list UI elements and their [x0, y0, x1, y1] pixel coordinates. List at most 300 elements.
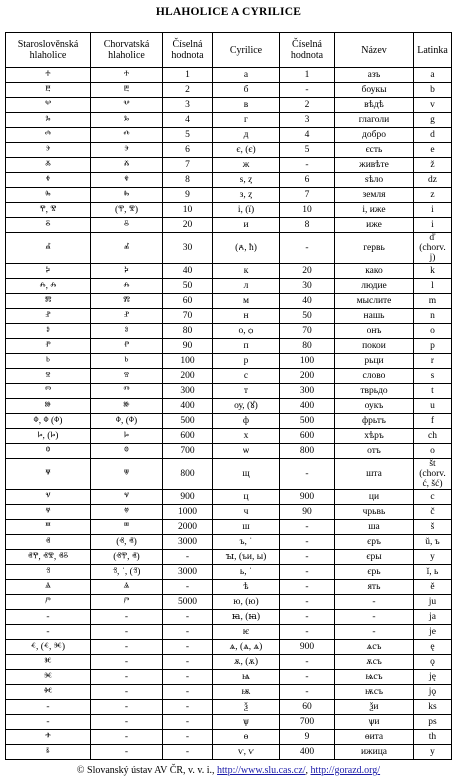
table-cell: 800 — [163, 459, 213, 490]
table-cell: (ⱏ, ⱏ) — [91, 535, 163, 550]
table-cell: оукъ — [335, 399, 414, 414]
table-cell: - — [335, 610, 414, 625]
table-cell: - — [280, 158, 335, 173]
table-cell: 300 — [280, 384, 335, 399]
table-cell: - — [280, 233, 335, 264]
table-cell: 5000 — [163, 595, 213, 610]
table-row — [6, 83, 452, 98]
table-cell: - — [280, 550, 335, 565]
table-cell: 8 — [163, 173, 213, 188]
table-cell: ⰵ — [6, 143, 91, 158]
table-cell: ⰸ — [6, 188, 91, 203]
table-cell: ⰾ, ⰾ — [6, 279, 91, 294]
table-cell: 1 — [280, 68, 335, 83]
table-cell: k — [414, 264, 452, 279]
table-cell: ⱌ — [6, 490, 91, 505]
table-cell: ш — [213, 520, 280, 535]
table-cell: з, ȥ — [213, 188, 280, 203]
table-cell: 300 — [163, 384, 213, 399]
table-cell: - — [280, 625, 335, 640]
table-cell: покои — [335, 339, 414, 354]
table-cell: ю, (ю) — [213, 595, 280, 610]
table-cell: - — [91, 715, 163, 730]
table-cell: ⱉ — [6, 444, 91, 459]
table-cell: ѧсъ — [335, 640, 414, 655]
table-cell: 8 — [280, 218, 335, 233]
table-cell: добро — [335, 128, 414, 143]
table-row — [6, 203, 452, 218]
table-cell: ⱘ — [6, 655, 91, 670]
table-row — [6, 399, 452, 414]
table-cell: - — [91, 730, 163, 745]
table-cell: п — [213, 339, 280, 354]
table-cell: ⱁ — [91, 324, 163, 339]
table-cell: - — [335, 625, 414, 640]
table-cell: 10 — [163, 203, 213, 218]
column-header: Číselná hodnota — [280, 33, 335, 68]
table-cell: 6 — [280, 173, 335, 188]
table-cell: чрьвь — [335, 505, 414, 520]
table-cell: ⱀ — [91, 309, 163, 324]
table-cell: ⱋ — [91, 459, 163, 490]
table-row — [6, 309, 452, 324]
table-cell: 70 — [280, 324, 335, 339]
table-cell: ⱎ — [91, 520, 163, 535]
table-cell: ⰷ — [6, 173, 91, 188]
table-cell: ⱓ — [91, 595, 163, 610]
table-row — [6, 113, 452, 128]
table-cell: ⰴ — [6, 128, 91, 143]
table-row — [6, 429, 452, 444]
table-cell: ꙑ, (ъи, ы) — [213, 550, 280, 565]
table-cell: ять — [335, 580, 414, 595]
table-cell: 3 — [163, 98, 213, 113]
table-cell: ⱃ — [91, 354, 163, 369]
table-row — [6, 625, 452, 640]
table-cell: - — [163, 655, 213, 670]
table-cell: ě — [414, 580, 452, 595]
table-cell: є, (є) — [213, 143, 280, 158]
table-cell: єрь — [335, 565, 414, 580]
table-cell: ижица — [335, 745, 414, 760]
table-cell: ⰳ — [91, 113, 163, 128]
table-cell: ę — [414, 640, 452, 655]
table-cell: 3 — [280, 113, 335, 128]
table-cell: - — [280, 565, 335, 580]
table-cell: ѕ, ȥ — [213, 173, 280, 188]
table-cell: г — [213, 113, 280, 128]
table-cell: 60 — [280, 700, 335, 715]
table-cell: 900 — [163, 490, 213, 505]
table-row — [6, 128, 452, 143]
table-cell: ⱎ — [6, 520, 91, 535]
table-cell: p — [414, 339, 452, 354]
table-cell: 30 — [163, 233, 213, 264]
column-header: Cyrilice — [213, 33, 280, 68]
table-cell: ⱐ, ˈ, (ⱐ) — [91, 565, 163, 580]
table-cell: ⱆ — [91, 399, 163, 414]
table-cell: ⰻ — [6, 218, 91, 233]
table-cell: - — [280, 535, 335, 550]
column-header: Název — [335, 33, 414, 68]
table-cell: 60 — [163, 294, 213, 309]
table-row — [6, 173, 452, 188]
table-cell: 5 — [163, 128, 213, 143]
table-cell: ѭ — [213, 685, 280, 700]
table-cell: ⱀ — [6, 309, 91, 324]
table-cell: 600 — [163, 429, 213, 444]
table-cell: нашь — [335, 309, 414, 324]
table-cell: ѕѣло — [335, 173, 414, 188]
table-cell: ⰰ — [6, 68, 91, 83]
table-cell: ⱂ — [6, 339, 91, 354]
table-cell: живѣте — [335, 158, 414, 173]
table-cell: 400 — [280, 745, 335, 760]
table-cell: ⱁ — [6, 324, 91, 339]
table-cell: 10 — [280, 203, 335, 218]
table-row — [6, 264, 452, 279]
table-cell: ѱ — [213, 715, 280, 730]
table-cell: 800 — [280, 444, 335, 459]
table-row — [6, 700, 452, 715]
table-cell: - — [91, 670, 163, 685]
table-row — [6, 490, 452, 505]
table-cell: - — [163, 715, 213, 730]
table-cell: - — [163, 685, 213, 700]
table-cell: єры — [335, 550, 414, 565]
table-row — [6, 715, 452, 730]
table-cell: 9 — [280, 730, 335, 745]
table-cell: - — [280, 580, 335, 595]
table-row — [6, 550, 452, 565]
table-cell: 700 — [163, 444, 213, 459]
table-cell: ѡ — [213, 444, 280, 459]
table-cell: т — [213, 384, 280, 399]
table-cell: єсть — [335, 143, 414, 158]
table-cell: - — [163, 670, 213, 685]
table-cell: гервь — [335, 233, 414, 264]
table-cell: ⱅ — [91, 384, 163, 399]
table-header-row — [6, 33, 452, 68]
table-cell: ⱏ — [6, 535, 91, 550]
table-cell: 20 — [163, 218, 213, 233]
table-cell: ⱑ — [6, 580, 91, 595]
table-cell: (ⰹ, ⰺ) — [91, 203, 163, 218]
table-cell: 400 — [163, 399, 213, 414]
table-cell: ⱆ — [6, 399, 91, 414]
table-cell: ѫ, (ѫ) — [213, 655, 280, 670]
table-cell: 3000 — [163, 535, 213, 550]
table-cell: v — [414, 98, 452, 113]
table-row — [6, 324, 452, 339]
table-cell: 70 — [163, 309, 213, 324]
table-cell: ⰷ — [91, 173, 163, 188]
table-cell: ⰲ — [6, 98, 91, 113]
table-row — [6, 279, 452, 294]
table-row — [6, 535, 452, 550]
table-cell: - — [163, 625, 213, 640]
table-cell: ъ, ˈ — [213, 535, 280, 550]
table-row — [6, 580, 452, 595]
table-cell: 9 — [163, 188, 213, 203]
table-cell: иже — [335, 218, 414, 233]
alphabet-table — [5, 32, 452, 760]
table-cell: ꙗ, (ꙗ) — [213, 610, 280, 625]
table-cell: - — [6, 715, 91, 730]
table-row — [6, 143, 452, 158]
table-cell: ѩ — [213, 670, 280, 685]
table-cell: g — [414, 113, 452, 128]
table-cell: отъ — [335, 444, 414, 459]
table-cell: ѥ — [213, 625, 280, 640]
table-cell: и — [213, 218, 280, 233]
table-row — [6, 520, 452, 535]
table-cell: д — [213, 128, 280, 143]
table-cell: - — [91, 625, 163, 640]
table-cell: 4 — [280, 128, 335, 143]
table-row — [6, 685, 452, 700]
table-cell: тврьдо — [335, 384, 414, 399]
table-cell: 80 — [280, 339, 335, 354]
table-cell: ж — [213, 158, 280, 173]
table-cell: - — [280, 459, 335, 490]
table-cell: ⱅ — [6, 384, 91, 399]
table-cell: jǫ — [414, 685, 452, 700]
table-cell: - — [91, 640, 163, 655]
table-cell: мыслите — [335, 294, 414, 309]
table-row — [6, 68, 452, 83]
table-row — [6, 158, 452, 173]
table-cell: i — [414, 203, 452, 218]
table-cell: ѳ — [213, 730, 280, 745]
table-cell: - — [163, 730, 213, 745]
table-cell: ⰹ, ⰺ — [6, 203, 91, 218]
table-cell: х — [213, 429, 280, 444]
table-cell: ⰲ — [91, 98, 163, 113]
column-header: Latinka — [414, 33, 452, 68]
table-cell: ⱚ — [6, 730, 91, 745]
table-cell: оу, (ꙋ) — [213, 399, 280, 414]
table-cell: 700 — [280, 715, 335, 730]
table-row — [6, 730, 452, 745]
table-cell: 40 — [163, 264, 213, 279]
table-cell: ję — [414, 670, 452, 685]
footer-separator: , — [305, 765, 311, 776]
column-header: Staroslověnská hlaholice — [6, 33, 91, 68]
table-cell: ž — [414, 158, 452, 173]
table-cell: ⰽ — [91, 264, 163, 279]
table-cell: онъ — [335, 324, 414, 339]
table-cell: ѭсъ — [335, 685, 414, 700]
table-cell: c — [414, 490, 452, 505]
table-cell: ша — [335, 520, 414, 535]
column-header: Číselná hodnota — [163, 33, 213, 68]
table-cell: ď (chorv. j) — [414, 233, 452, 264]
table-cell: 200 — [163, 369, 213, 384]
table-cell: z — [414, 188, 452, 203]
footer-text: © Slovanský ústav AV ČR, v. v. i., — [76, 765, 218, 776]
table-cell: 100 — [163, 354, 213, 369]
table-cell: ⱓ — [6, 595, 91, 610]
copyright-footer — [0, 765, 457, 776]
table-cell: ⱌ — [91, 490, 163, 505]
link-gorazd[interactable]: http://gorazd.org/ — [310, 765, 381, 776]
table-cell: с — [213, 369, 280, 384]
table-cell: і, (ї) — [213, 203, 280, 218]
table-cell: 2000 — [163, 520, 213, 535]
table-row — [6, 670, 452, 685]
table-cell: ци — [335, 490, 414, 505]
table-cell: - — [91, 685, 163, 700]
table-cell: 1 — [163, 68, 213, 83]
table-row — [6, 565, 452, 580]
table-row — [6, 444, 452, 459]
table-cell: 50 — [163, 279, 213, 294]
table-cell: - — [91, 610, 163, 625]
link-slu[interactable]: http://www.slu.cas.cz/ — [217, 765, 306, 776]
table-cell: ⱑ — [91, 580, 163, 595]
table-cell: ⰸ — [91, 188, 163, 203]
table-cell: ǫ — [414, 655, 452, 670]
table-cell: - — [163, 640, 213, 655]
table-cell: ѧ, (ѧ, ѧ) — [213, 640, 280, 655]
table-cell: людие — [335, 279, 414, 294]
table-cell: ⰶ — [6, 158, 91, 173]
table-cell: ⱐ — [6, 565, 91, 580]
table-cell: s — [414, 369, 452, 384]
table-cell: dz — [414, 173, 452, 188]
table-cell: ⰴ — [91, 128, 163, 143]
table-cell: - — [280, 685, 335, 700]
table-cell: - — [163, 580, 213, 595]
table-cell: в — [213, 98, 280, 113]
table-cell: ⱇ, (ⱇ) — [91, 414, 163, 429]
table-row — [6, 98, 452, 113]
table-row — [6, 369, 452, 384]
table-cell: єръ — [335, 535, 414, 550]
table-cell: - — [91, 655, 163, 670]
table-cell: b — [414, 83, 452, 98]
table-cell: i — [414, 218, 452, 233]
table-cell: 50 — [280, 309, 335, 324]
table-cell: 900 — [280, 640, 335, 655]
table-cell: - — [280, 670, 335, 685]
table-cell: l — [414, 279, 452, 294]
table-cell: 5 — [280, 143, 335, 158]
page-title: HLAHOLICE A CYRILICE — [155, 6, 302, 18]
table-cell: 400 — [280, 399, 335, 414]
table-cell: б — [213, 83, 280, 98]
table-cell: ѳита — [335, 730, 414, 745]
table-cell: і, иже — [335, 203, 414, 218]
table-cell: š — [414, 520, 452, 535]
table-cell: ⱋ — [6, 459, 91, 490]
table-cell: - — [163, 745, 213, 760]
table-cell: - — [335, 595, 414, 610]
table-cell: фрьтъ — [335, 414, 414, 429]
table-cell: ⰱ — [91, 83, 163, 98]
table-cell: m — [414, 294, 452, 309]
table-cell: - — [280, 595, 335, 610]
table-cell: ⰼ — [6, 233, 91, 264]
table-cell: ps — [414, 715, 452, 730]
table-cell: ⱍ — [91, 505, 163, 520]
table-cell: - — [91, 700, 163, 715]
table-cell: ⱇ, ⱇ (ⱇ) — [6, 414, 91, 429]
table-cell: ц — [213, 490, 280, 505]
table-cell: o — [414, 324, 452, 339]
table-cell: - — [6, 700, 91, 715]
table-cell: како — [335, 264, 414, 279]
table-row — [6, 745, 452, 760]
table-row — [6, 414, 452, 429]
table-cell: 500 — [280, 414, 335, 429]
table-cell: р — [213, 354, 280, 369]
table-cell: 500 — [163, 414, 213, 429]
table-row — [6, 640, 452, 655]
table-cell: 3000 — [163, 565, 213, 580]
table-cell: 200 — [280, 369, 335, 384]
table-body — [6, 68, 452, 760]
table-cell: ⱙ — [6, 685, 91, 700]
table-cell: ⱈ — [91, 429, 163, 444]
table-cell: к — [213, 264, 280, 279]
table-cell: - — [280, 83, 335, 98]
table-cell: ф — [213, 414, 280, 429]
table-cell: ѵ, ѵ — [213, 745, 280, 760]
table-cell: ⱍ — [6, 505, 91, 520]
table-cell: 100 — [280, 354, 335, 369]
column-header: Chorvatská hlaholice — [91, 33, 163, 68]
table-cell: ѯ — [213, 700, 280, 715]
table-cell: (ꙉ, ћ) — [213, 233, 280, 264]
table-row — [6, 354, 452, 369]
table-cell: č — [414, 505, 452, 520]
table-cell: н — [213, 309, 280, 324]
table-cell: - — [6, 625, 91, 640]
table-row — [6, 384, 452, 399]
table-cell: ѫсъ — [335, 655, 414, 670]
table-cell: ⰰ — [91, 68, 163, 83]
table-cell: - — [163, 610, 213, 625]
table-cell: ks — [414, 700, 452, 715]
table-cell: 600 — [280, 429, 335, 444]
table-cell: n — [414, 309, 452, 324]
table-cell: ⰵ — [91, 143, 163, 158]
table-row — [6, 188, 452, 203]
table-cell: f — [414, 414, 452, 429]
table-cell: глаголи — [335, 113, 414, 128]
table-cell: 900 — [280, 490, 335, 505]
table-cell: ⰼ — [91, 233, 163, 264]
table-cell: шта — [335, 459, 414, 490]
table-cell: ⰳ — [6, 113, 91, 128]
table-cell: азъ — [335, 68, 414, 83]
table-cell: ⱄ — [6, 369, 91, 384]
table-cell: u — [414, 399, 452, 414]
table-cell: - — [163, 700, 213, 715]
table-row — [6, 610, 452, 625]
table-cell: ⱔ, (ⱔ, ⱗ) — [6, 640, 91, 655]
table-cell: 80 — [163, 324, 213, 339]
table-cell: ⱃ — [6, 354, 91, 369]
table-cell: м — [213, 294, 280, 309]
table-cell: хѣръ — [335, 429, 414, 444]
table-cell: 6 — [163, 143, 213, 158]
table-cell: ⰾ — [91, 279, 163, 294]
table-cell: 20 — [280, 264, 335, 279]
table-cell: ⰶ — [91, 158, 163, 173]
